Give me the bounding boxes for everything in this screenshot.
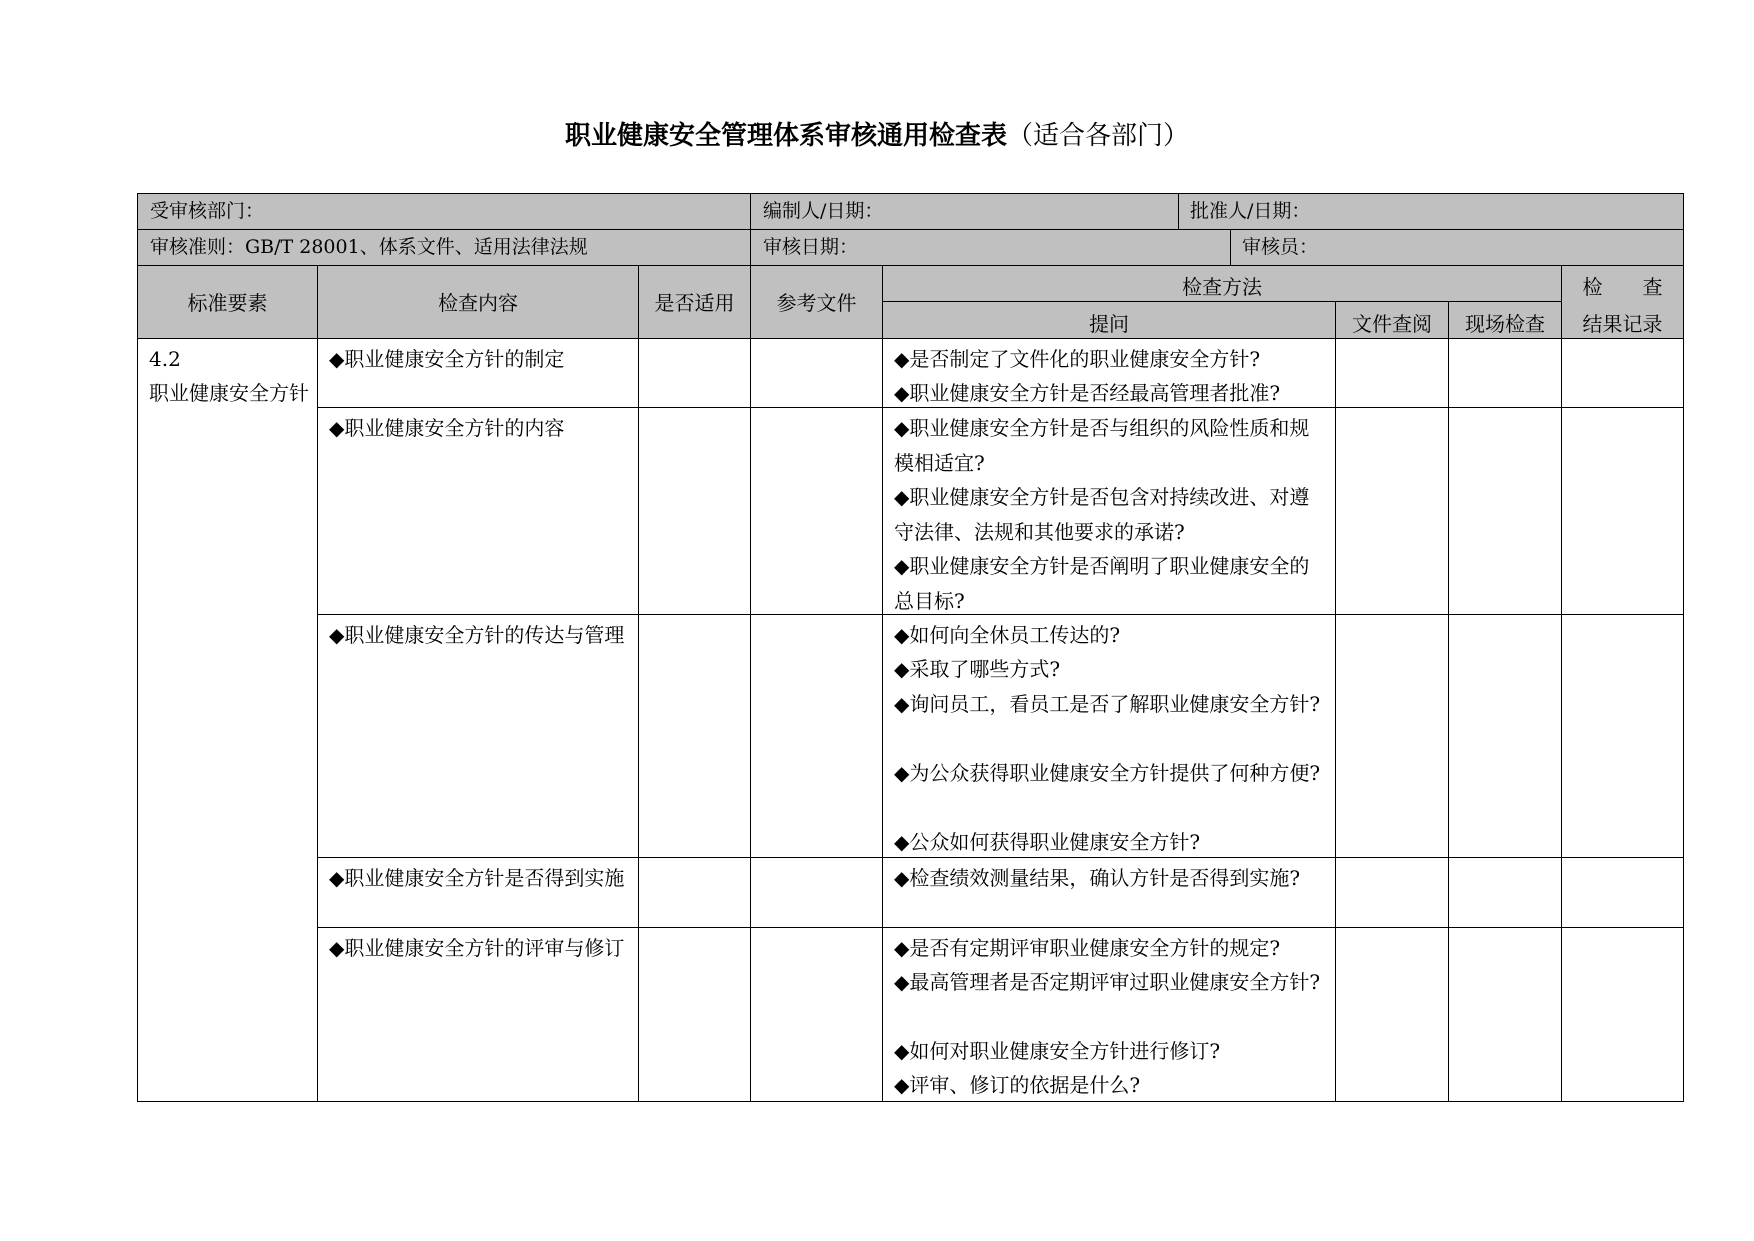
row-question: ◆如何向全休员工传达的? [894, 623, 1121, 647]
row-question: ◆是否有定期评审职业健康安全方针的规定? [894, 936, 1281, 960]
auditor-label: 审核员： [1242, 236, 1319, 258]
document-title-sub: （适合各部门） [1007, 121, 1190, 151]
row-content: ◆职业健康安全方针的制定 [329, 347, 565, 371]
audit-date-label: 审核日期： [763, 236, 859, 258]
row-question: ◆检查绩效测量结果，确认方针是否得到实施? [894, 866, 1301, 890]
row-question: ◆职业健康安全方针是否与组织的风险性质和规模相适宜? [894, 416, 1310, 475]
row-question: ◆职业健康安全方针是否包含对持续改进、对遵守法律、法规和其他要求的承诺? [894, 485, 1310, 544]
row-question: ◆为公众获得职业健康安全方针提供了何种方便? [894, 761, 1321, 785]
row-content: ◆职业健康安全方针是否得到实施 [329, 866, 625, 890]
col-header-result-1: 检 查 [1582, 275, 1663, 299]
col-header-reference: 参考文件 [776, 291, 857, 315]
row-question: ◆职业健康安全方针是否阐明了职业健康安全的总目标? [894, 554, 1310, 613]
col-header-element: 标准要素 [187, 291, 268, 315]
col-header-doc-review: 文件查阅 [1352, 312, 1432, 336]
row-content: ◆职业健康安全方针的传达与管理 [329, 623, 625, 647]
row-question: ◆最高管理者是否定期评审过职业健康安全方针? [894, 970, 1321, 994]
col-header-applicable: 是否适用 [654, 291, 735, 315]
row-question: ◆公众如何获得职业健康安全方针? [894, 830, 1201, 854]
document-title [0, 118, 1754, 154]
element-name: 职业健康安全方针 [149, 381, 309, 405]
col-header-method: 检查方法 [1182, 275, 1262, 299]
row-question: ◆如何对职业健康安全方针进行修订? [894, 1039, 1221, 1063]
col-header-result-2: 结果记录 [1582, 312, 1663, 336]
approver-date-label: 批准人/日期： [1190, 200, 1311, 222]
col-header-site-check: 现场检查 [1465, 312, 1545, 336]
row-content: ◆职业健康安全方针的内容 [329, 416, 565, 440]
element-code: 4.2 [149, 347, 181, 371]
audit-criteria-label: 审核准则：GB/T 28001、体系文件、适用法律法规 [150, 236, 588, 258]
row-question: ◆询问员工，看员工是否了解职业健康安全方针? [894, 692, 1321, 716]
row-question: ◆采取了哪些方式? [894, 657, 1061, 681]
document-title-main: 职业健康安全管理体系审核通用检查表 [564, 121, 1007, 151]
row-question: ◆是否制定了文件化的职业健康安全方针? [894, 347, 1261, 371]
compiler-date-label: 编制人/日期： [763, 200, 884, 222]
row-content: ◆职业健康安全方针的评审与修订 [329, 936, 625, 960]
audited-dept-label: 受审核部门： [150, 200, 265, 222]
col-header-content: 检查内容 [438, 291, 518, 315]
row-question: ◆评审、修订的依据是什么? [894, 1073, 1141, 1097]
col-header-question: 提问 [1089, 312, 1129, 336]
row-question: ◆职业健康安全方针是否经最高管理者批准? [894, 381, 1281, 405]
